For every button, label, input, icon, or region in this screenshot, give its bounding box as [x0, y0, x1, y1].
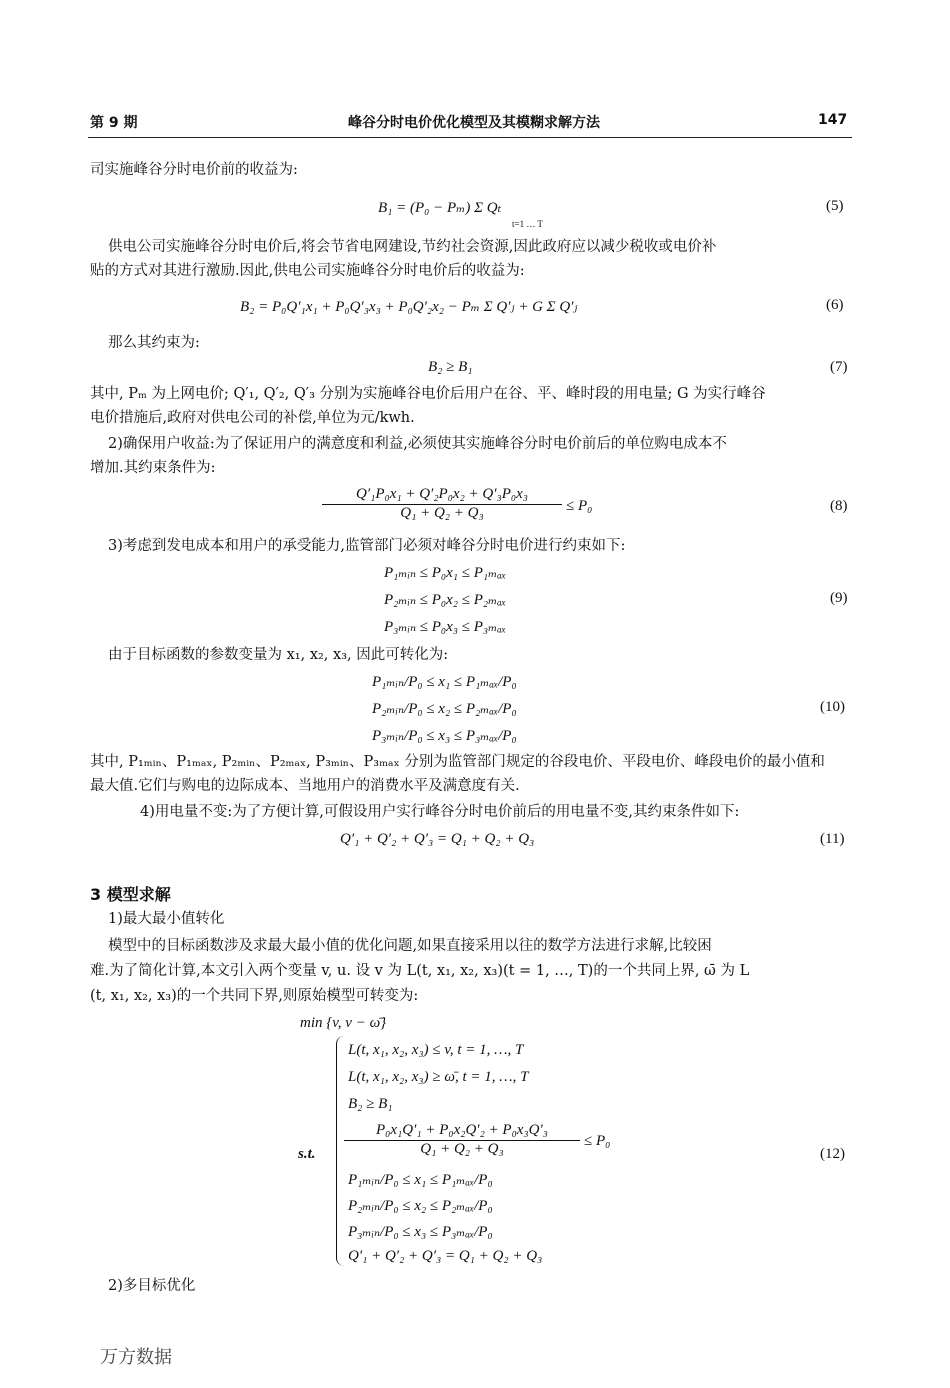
text-line: 最大值.它们与购电的边际成本、当地用户的消费水平及满意度有关. — [90, 778, 520, 794]
constraint-4-rhs: ≤ P₀ — [584, 1133, 611, 1149]
constraint-2: L(t, x₁, x₂, x₃) ≥ ω̄, t = 1, …, T — [348, 1069, 529, 1085]
equation-8-numerator: Q′₁P₀x₁ + Q′₂P₀x₂ + Q′₃P₀x₃ — [322, 486, 562, 505]
equation-12-subject-to: s.t. — [298, 1146, 316, 1162]
equation-7: B₂ ≥ B₁ — [428, 359, 473, 375]
equation-10a: P₁ₘᵢₙ/P₀ ≤ x₁ ≤ P₁ₘₐₓ/P₀ — [372, 674, 517, 690]
equation-5-number: (5) — [826, 198, 844, 214]
text-line: 模型中的目标函数涉及求最大最小值的优化问题,如果直接采用以往的数学方法进行求解,比较困 — [108, 938, 712, 954]
constraint-7: P₃ₘᵢₙ/P₀ ≤ x₃ ≤ P₃ₘₐₓ/P₀ — [348, 1224, 493, 1240]
equation-8-rhs: ≤ P₀ — [566, 498, 593, 514]
text-line: 其中, P₁ₘᵢₙ、P₁ₘₐₓ, P₂ₘᵢₙ、P₂ₘₐₓ, P₃ₘᵢₙ、P₃ₘₐₓ 分别为监管部门规定的谷段电价、平段电价、峰段电价的最小值和 — [90, 754, 825, 770]
text-line: 由于目标函数的参数变量为 x₁, x₂, x₃, 因此可转化为: — [108, 647, 449, 663]
equation-11: Q′₁ + Q′₂ + Q′₃ = Q₁ + Q₂ + Q₃ — [340, 831, 535, 847]
equation-9-number: (9) — [830, 590, 848, 606]
text-line: 电价措施后,政府对供电公司的补偿,单位为元/kwh. — [90, 410, 415, 426]
issue-number: 第 9 期 — [90, 115, 138, 131]
text-line: 难.为了简化计算,本文引入两个变量 v, u. 设 v 为 L(t, x₁, x₂, x₃)(t = 1, …, T)的一个共同上界, ω̄ 为 L — [90, 963, 750, 979]
equation-10c: P₃ₘᵢₙ/P₀ ≤ x₃ ≤ P₃ₘₐₓ/P₀ — [372, 728, 517, 744]
equation-7-number: (7) — [830, 359, 848, 375]
constraint-6: P₂ₘᵢₙ/P₀ ≤ x₂ ≤ P₂ₘₐₓ/P₀ — [348, 1198, 493, 1214]
equation-12-objective: min {v, v − ω̄} — [300, 1015, 387, 1031]
equation-6: B₂ = P₀Q′₁x₁ + P₀Q′₃x₃ + P₀Q′₂x₂ − Pₘ Σ Q′ⱼ + G Σ Q′ⱼ — [240, 299, 578, 315]
constraint-4-denominator: Q₁ + Q₂ + Q₃ — [420, 1141, 504, 1157]
equation-8-number: (8) — [830, 498, 848, 514]
page-number: 147 — [818, 112, 848, 128]
equation-9a: P₁ₘᵢₙ ≤ P₀x₁ ≤ P₁ₘₐₓ — [384, 565, 506, 581]
equation-12-number: (12) — [820, 1146, 845, 1162]
equation-5-sum-limits: t=1 … T — [512, 219, 543, 229]
constraint-4-numerator: P₀x₁Q′₁ + P₀x₂Q′₂ + P₀x₃Q′₃ — [344, 1122, 580, 1141]
text-line: 3)考虑到发电成本和用户的承受能力,监管部门必须对峰谷分时电价进行约束如下: — [108, 538, 626, 554]
text-line: 4)用电量不变:为了方便计算,可假设用户实行峰谷分时电价前后的用电量不变,其约束条件如下: — [140, 804, 740, 820]
equation-10-number: (10) — [820, 699, 845, 715]
equation-5: B₁ = (P₀ − Pₘ) Σ Qₜ — [378, 200, 502, 216]
constraint-1: L(t, x₁, x₂, x₃) ≤ v, t = 1, …, T — [348, 1042, 524, 1058]
equation-10b: P₂ₘᵢₙ/P₀ ≤ x₂ ≤ P₂ₘₐₓ/P₀ — [372, 701, 517, 717]
equation-11-number: (11) — [820, 831, 845, 847]
text-line: 增加.其约束条件为: — [90, 460, 216, 476]
constraint-3: B₂ ≥ B₁ — [348, 1096, 393, 1112]
watermark: 万方数据 — [100, 1347, 172, 1368]
subsection-heading: 1)最大最小值转化 — [108, 911, 225, 927]
subsection-heading: 2)多目标优化 — [108, 1278, 196, 1294]
text-line: 2)确保用户收益:为了保证用户的满意度和利益,必须使其实施峰谷分时电价前后的单位购电成本不 — [108, 436, 727, 452]
running-title: 峰谷分时电价优化模型及其模糊求解方法 — [348, 115, 600, 131]
equation-9b: P₂ₘᵢₙ ≤ P₀x₂ ≤ P₂ₘₐₓ — [384, 592, 506, 608]
constraint-5: P₁ₘᵢₙ/P₀ ≤ x₁ ≤ P₁ₘₐₓ/P₀ — [348, 1172, 493, 1188]
equation-6-number: (6) — [826, 297, 844, 313]
constraint-8: Q′₁ + Q′₂ + Q′₃ = Q₁ + Q₂ + Q₃ — [348, 1248, 543, 1264]
text-line: 贴的方式对其进行激励.因此,供电公司实施峰谷分时电价后的收益为: — [90, 263, 525, 279]
text-line: 供电公司实施峰谷分时电价后,将会节省电网建设,节约社会资源,因此政府应以减少税收或电价补 — [108, 239, 717, 255]
text-line: (t, x₁, x₂, x₃)的一个共同下界,则原始模型可转变为: — [90, 988, 419, 1004]
equation-9c: P₃ₘᵢₙ ≤ P₀x₃ ≤ P₃ₘₐₓ — [384, 619, 506, 635]
text-line: 其中, Pₘ 为上网电价; Q′₁, Q′₂, Q′₃ 分别为实施峰谷电价后用户在谷、平、峰时段的用电量; G 为实行峰谷 — [90, 386, 766, 402]
text-line: 那么其约束为: — [108, 335, 200, 351]
section-heading: 3 模型求解 — [90, 885, 171, 904]
equation-8-denominator: Q₁ + Q₂ + Q₃ — [400, 505, 484, 521]
text-line: 司实施峰谷分时电价前的收益为: — [90, 162, 298, 178]
equation-8-fraction — [322, 486, 562, 522]
header-rule — [88, 137, 852, 138]
constraint-4-fraction — [344, 1122, 580, 1158]
